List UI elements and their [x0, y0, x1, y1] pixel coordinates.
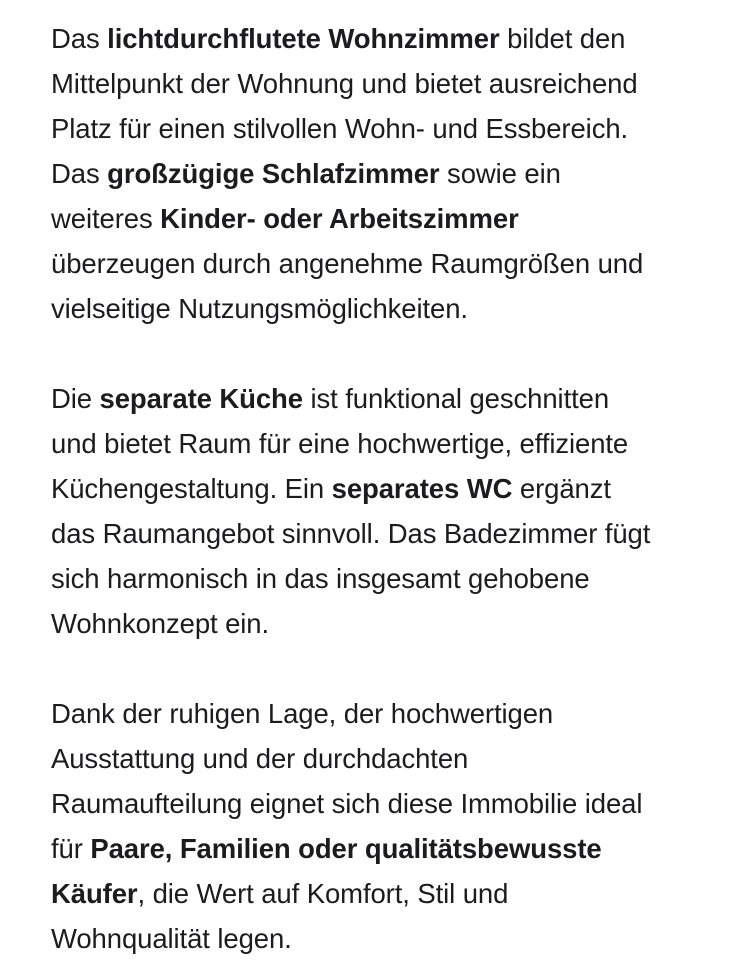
text-line: Küchengestaltung. Ein separates WC ergänzt [51, 473, 611, 504]
text-line: Wohnkonzept ein. [51, 608, 270, 639]
text-line: Wohnqualität legen. [51, 923, 292, 954]
text-line: weiteres Kinder- oder Arbeitszimmer [51, 203, 519, 234]
text-line: Ausstattung und der durchdachten [51, 743, 469, 774]
paragraph-gap [51, 331, 731, 376]
text-line: Dank der ruhigen Lage, der hochwertigen [51, 698, 554, 729]
text-line: Die separate Küche ist funktional geschnitten [51, 383, 610, 414]
text-line: vielseitige Nutzungsmöglichkeiten. [51, 293, 468, 324]
text-line: das Raumangebot sinnvoll. Das Badezimmer fügt [51, 518, 651, 549]
text-line: Das lichtdurchflutete Wohnzimmer bildet den [51, 23, 626, 54]
text-line: Platz für einen stilvollen Wohn- und Essbereich. [51, 113, 629, 144]
paragraph-gap [51, 646, 731, 691]
text-line: Käufer, die Wert auf Komfort, Stil und [51, 878, 509, 909]
bold-phrase: Käufer [51, 878, 138, 909]
paragraph-location [51, 691, 731, 961]
paragraph-rooms [51, 16, 731, 331]
text-line: Das großzügige Schlafzimmer sowie ein [51, 158, 561, 189]
text-line: Mittelpunkt der Wohnung und bietet ausreichend [51, 68, 638, 99]
document-body [51, 16, 731, 961]
bold-phrase: Paare, Familien oder qualitätsbewusste [90, 833, 602, 864]
text-line: und bietet Raum für eine hochwertige, effiziente [51, 428, 629, 459]
paragraph-kitchen [51, 376, 731, 646]
text-line: Raumaufteilung eignet sich diese Immobilie ideal [51, 788, 643, 819]
bold-phrase: großzügige Schlafzimmer [107, 158, 440, 189]
text-line: für Paare, Familien oder qualitätsbewusste [51, 833, 602, 864]
bold-phrase: separates WC [331, 473, 513, 504]
bold-phrase: separate Küche [99, 383, 303, 414]
bold-phrase: lichtdurchflutete Wohnzimmer [107, 23, 500, 54]
text-line: sich harmonisch in das insgesamt gehobene [51, 563, 590, 594]
bold-phrase: Kinder- oder Arbeitszimmer [160, 203, 519, 234]
text-line: überzeugen durch angenehme Raumgrößen und [51, 248, 644, 279]
